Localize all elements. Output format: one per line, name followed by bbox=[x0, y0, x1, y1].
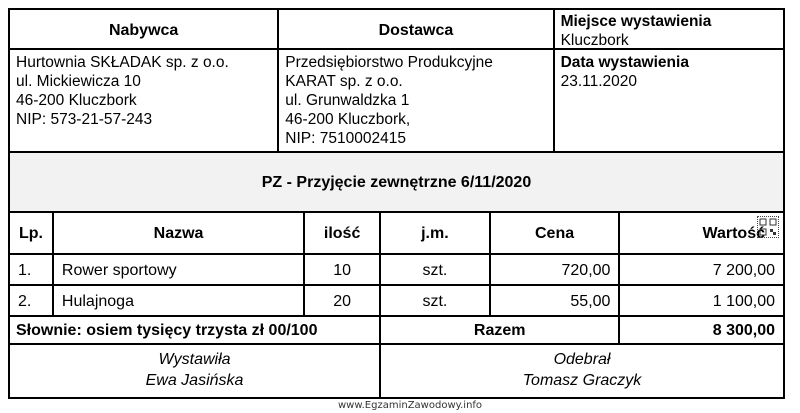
place-title: Miejsce wystawienia bbox=[560, 13, 712, 30]
row-nazwa: Hulajnoga bbox=[54, 286, 305, 317]
issued-by bbox=[10, 345, 381, 399]
buyer-line: NIP: 573-21-57-243 bbox=[16, 111, 153, 128]
col-lp: Lp. bbox=[10, 213, 54, 255]
buyer-title: Nabywca bbox=[10, 8, 279, 50]
qr-code-icon bbox=[757, 216, 779, 238]
supplier-line: ul. Grunwaldzka 1 bbox=[285, 92, 410, 109]
total-label: Razem bbox=[381, 317, 620, 345]
place-cell bbox=[555, 8, 785, 50]
date-title: Data wystawienia bbox=[560, 54, 689, 71]
row-nazwa: Rower sportowy bbox=[54, 255, 305, 286]
col-jm: j.m. bbox=[381, 213, 491, 255]
summary-row bbox=[8, 317, 785, 345]
table-row bbox=[8, 255, 785, 286]
received-name: Tomasz Graczyk bbox=[522, 372, 642, 389]
document-title: PZ - Przyjęcie zewnętrzne 6/11/2020 bbox=[10, 153, 785, 213]
table-header-row bbox=[8, 213, 785, 255]
date-cell bbox=[555, 50, 785, 153]
signature-row bbox=[8, 345, 785, 399]
title-row bbox=[8, 153, 785, 213]
date-value: 23.11.2020 bbox=[560, 73, 638, 90]
total-value: 8 300,00 bbox=[620, 317, 785, 345]
buyer-line: ul. Mickiewicza 10 bbox=[16, 73, 141, 90]
supplier-title: Dostawca bbox=[279, 8, 554, 50]
supplier-line: NIP: 7510002415 bbox=[285, 130, 406, 147]
address-row bbox=[8, 50, 785, 153]
row-jm: szt. bbox=[381, 286, 491, 317]
row-lp: 2. bbox=[10, 286, 54, 317]
header-row bbox=[8, 8, 785, 50]
supplier-line: KARAT sp. z o.o. bbox=[285, 73, 403, 90]
col-wartosc: Wartość bbox=[620, 213, 785, 255]
received-by bbox=[381, 345, 785, 399]
row-lp: 1. bbox=[10, 255, 54, 286]
row-ilosc: 10 bbox=[305, 255, 381, 286]
row-ilosc: 20 bbox=[305, 286, 381, 317]
footer-url[interactable]: www.EgzaminZawodowy.info bbox=[338, 400, 483, 411]
col-ilosc: ilość bbox=[305, 213, 381, 255]
row-cena: 55,00 bbox=[491, 286, 621, 317]
buyer-line: Hurtownia SKŁADAK sp. z o.o. bbox=[16, 54, 229, 71]
pz-document bbox=[8, 8, 785, 399]
row-jm: szt. bbox=[381, 255, 491, 286]
row-wartosc: 1 100,00 bbox=[620, 286, 785, 317]
supplier-address bbox=[279, 50, 554, 153]
received-label: Odebrał bbox=[553, 351, 611, 368]
row-cena: 720,00 bbox=[491, 255, 621, 286]
col-nazwa: Nazwa bbox=[54, 213, 305, 255]
amount-in-words: Słownie: osiem tysięcy trzysta zł 00/100 bbox=[10, 317, 381, 345]
issued-label: Wystawiła bbox=[158, 351, 231, 368]
supplier-line: Przedsiębiorstwo Produkcyjne bbox=[285, 54, 493, 71]
issued-name: Ewa Jasińska bbox=[145, 372, 244, 389]
table-row bbox=[8, 286, 785, 317]
col-cena: Cena bbox=[491, 213, 621, 255]
place-value: Kluczbork bbox=[560, 32, 629, 49]
row-wartosc: 7 200,00 bbox=[620, 255, 785, 286]
supplier-line: 46-200 Kluczbork, bbox=[285, 111, 411, 128]
buyer-address bbox=[10, 50, 279, 153]
buyer-line: 46-200 Kluczbork bbox=[16, 92, 137, 109]
